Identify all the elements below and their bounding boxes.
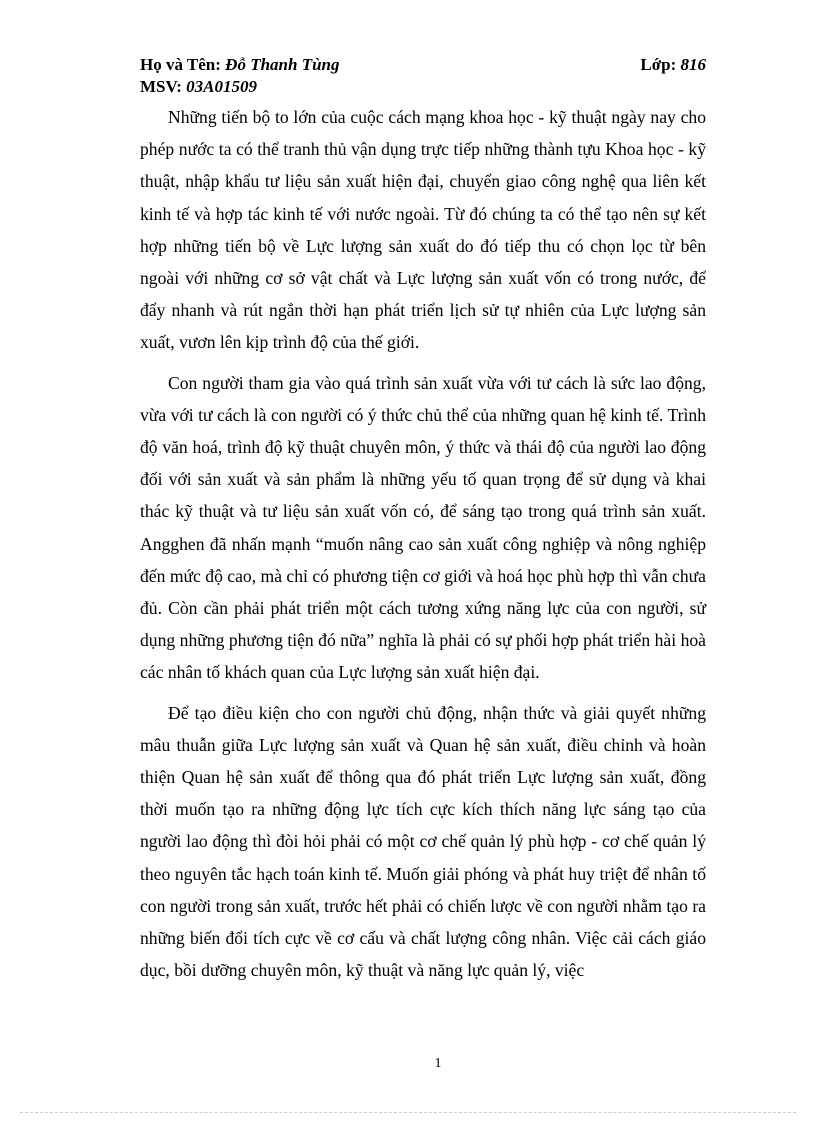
paragraph-2: Con người tham gia vào quá trình sản xuất vừa với tư cách là sức lao động, vừa với tư cách là con người có ý thức chủ thể của những quan hệ kinh tế. Trình độ văn hoá, trình độ kỹ thuật chuyên môn, ý thức và thái độ của người lao động đối với sản xuất và sản phẩm là những yếu tố quan trọng để sử dụng và khai thác kỹ thuật và tư liệu sản xuất vốn có, để sáng tạo trong quá trình sản xuất. Angghen đã nhấn mạnh “muốn nâng cao sản xuất công nghiệp và nông nghiệp đến mức độ cao, mà chỉ có phương tiện cơ giới và hoá học phù hợp thì vẫn chưa đủ. Còn cần phải phát triển một cách tương xứng năng lực của con người, sử dụng những phương tiện đó nữa” nghĩa là phải có sự phối hợp phát triển hài hoà các nhân tố khách quan của Lực lượng sản xuất hiện đại. — [140, 372, 706, 683]
name-label: Họ và Tên: — [140, 55, 221, 74]
class-value: 816 — [680, 55, 706, 74]
paragraph-1: Những tiến bộ to lớn của cuộc cách mạng khoa học - kỹ thuật ngày nay cho phép nước ta có thể tranh thủ vận dụng trực tiếp những thành tựu Khoa học - kỹ thuật, nhập khẩu tư liệu sản xuất hiện đại, chuyển giao công nghệ qua liên kết kinh tế và hợp tác kinh tế với nước ngoài. Từ đó chúng ta có thể tạo nên sự kết hợp những tiến bộ về Lực lượng sản xuất do đó tiếp thu có chọn lọc từ bên ngoài với những cơ sở vật chất và Lực lượng sản xuất vốn có trong nước, để đẩy nhanh và rút ngắn thời hạn phát triển lịch sử tự nhiên của Lực lượng sản xuất, vươn lên kịp trình độ của thế giới. — [140, 107, 706, 353]
page-number: 1 — [434, 1056, 442, 1071]
body-text — [140, 101, 706, 994]
class-label: Lớp: — [640, 55, 677, 74]
paragraph-3: Để tạo điều kiện cho con người chủ động, nhận thức và giải quyết những mâu thuẫn giữa Lực lượng sản xuất và Quan hệ sản xuất, điều chỉnh và hoàn thiện Quan hệ sản xuất để thông qua đó phát triển Lực lượng sản xuất, đồng thời muốn tạo ra những động lực tích cực kích thích năng lực sáng tạo của người lao động thì đòi hỏi phải có một cơ chế quản lý phù hợp - cơ chế quản lý theo nguyên tắc hạch toán kinh tế. Muốn giải phóng và phát huy triệt để nhân tố con người trong sản xuất, trước hết phải có chiến lược về con người nhằm tạo ra những biến đổi tích cực về cơ cấu và chất lượng công nhân. Việc cải cách giáo dục, bồi dưỡng chuyên môn, kỹ thuật và năng lực quản lý, việc — [140, 702, 706, 981]
student-id-label: MSV: — [140, 77, 182, 96]
document-header — [140, 54, 706, 98]
header-row-student-id — [140, 76, 706, 98]
student-id: 03A01509 — [186, 77, 257, 96]
page-bottom-divider — [20, 1112, 796, 1113]
header-row-name-class — [140, 54, 706, 76]
class-line — [640, 54, 706, 76]
student-name: Đỗ Thanh Tùng — [225, 55, 340, 74]
student-id-line — [140, 76, 257, 98]
student-name-line — [140, 54, 340, 76]
